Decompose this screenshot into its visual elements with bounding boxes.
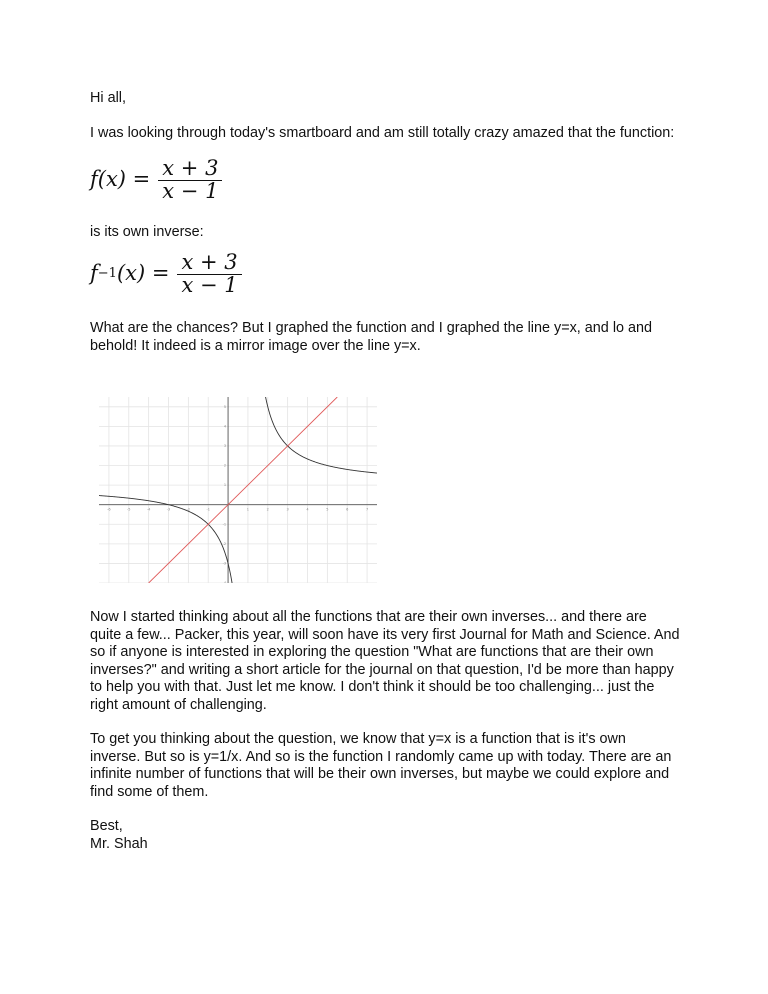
- y-tick-label: 4: [223, 424, 227, 429]
- body-paragraph-1: Now I started thinking about all the functions that are their own inverses... and there are quite a few... Packer, this year, will soon have its very first Journal for Math and Science. And so if anyone is interested in exploring the question "What are functions that are their own inverses?" and writing a short article for the journal on that question, I'd be more than happy to help you with that. Just let me know. I don't think it should be too challenging... just the right amount of challenging.: [90, 609, 680, 713]
- y-tick-label: -1: [222, 522, 227, 527]
- x-tick-label: -3: [166, 507, 171, 512]
- curve-f-right-branch: [263, 397, 377, 473]
- y-tick-label: 3: [223, 443, 227, 448]
- body-paragraph-2: To get you thinking about the question, we know that y=x is a function that is it's own inverse. But so is y=1/x. And so is the function I randomly came up with today. There are an infinite number of functions that will be their own inverses, but maybe we could explore and find some of them.: [90, 731, 672, 800]
- equation-finv-numerator: x + 3: [177, 254, 241, 275]
- y-tick-label: 2: [223, 463, 227, 468]
- x-tick-label: -5: [127, 507, 131, 512]
- equation-f-denominator: x − 1: [162, 178, 219, 203]
- equation-f-fraction: [158, 156, 222, 203]
- x-tick-label: 3: [286, 507, 289, 512]
- inverse-statement: is its own inverse:: [90, 224, 204, 240]
- x-tick-label: 2: [266, 507, 269, 512]
- function-graph: [99, 397, 377, 583]
- equation-finv-denominator: x − 1: [181, 272, 238, 297]
- equation-f: [90, 156, 222, 203]
- y-tick-label: -3: [222, 561, 227, 566]
- x-tick-label: 1: [246, 507, 250, 512]
- signature: Mr. Shah: [90, 836, 148, 852]
- closing: Best,: [90, 818, 123, 834]
- chances-paragraph: What are the chances? But I graphed the function and I graphed the line y=x, and lo and behold! It indeed is a mirror image over the line y=x.: [90, 320, 653, 354]
- equation-f-inverse: f −1 (x) = $\frac{x + 3}{x - 1}$: [90, 254, 242, 294]
- equation-finv-f: f: [90, 261, 98, 286]
- x-tick-label: 4: [306, 507, 309, 512]
- greeting: Hi all,: [90, 90, 126, 106]
- x-tick-label: -2: [186, 507, 191, 512]
- line-y-equals-x: [146, 397, 338, 583]
- intro-paragraph: I was looking through today's smartboard and am still totally crazy amazed that the function:: [90, 125, 675, 141]
- x-tick-label: 5: [326, 507, 329, 512]
- x-tick-label: -6: [107, 507, 111, 512]
- equation-f-lhs: f(x) =: [90, 167, 151, 192]
- x-tick-label: -4: [146, 507, 151, 512]
- equation-finv-rest: (x) =: [116, 261, 170, 286]
- equation-finv-fraction: [177, 250, 241, 297]
- y-tick-label: -4: [222, 581, 227, 583]
- x-tick-label: -1: [206, 507, 210, 512]
- y-tick-label: 1: [223, 483, 227, 488]
- y-tick-label: 5: [223, 404, 227, 409]
- x-tick-label: 7: [365, 507, 369, 512]
- x-tick-label: 6: [346, 507, 349, 512]
- y-tick-label: -2: [222, 541, 227, 546]
- equation-f-numerator: x + 3: [158, 160, 222, 181]
